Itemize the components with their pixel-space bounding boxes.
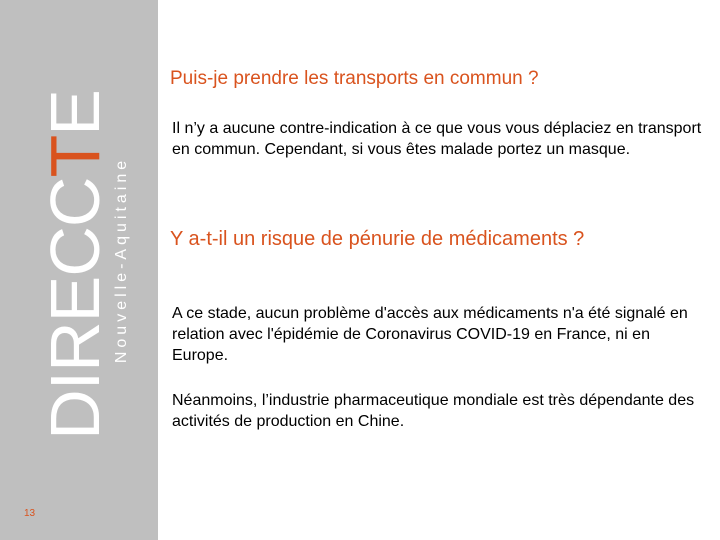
paragraph: Il n’y a aucune contre-indication à ce que vous vous déplaciez en transport en commun. Cependant, si vous êtes malade portez un masque. <box>172 120 702 158</box>
section-heading: Puis-je prendre les transports en commun ? <box>170 68 539 89</box>
brand-name-suffix: E <box>36 90 114 136</box>
page-number: 13 <box>24 508 36 519</box>
brand-name-accent: T <box>36 135 114 178</box>
brand-region: Nouvelle-Aquitaine <box>113 156 130 364</box>
paragraph: A ce stade, aucun problème d'accès aux médicaments n'a été signalé en relation avec l'épidémie de Coronavirus COVID-19 en France, ni en Europe. <box>172 305 688 364</box>
brand-logo <box>36 90 114 440</box>
sidebar <box>0 0 158 540</box>
paragraph: Néanmoins, l’industrie pharmaceutique mondiale est très dépendante des activités de production en Chine. <box>172 392 695 430</box>
brand-name-prefix: DIRECC <box>36 177 114 440</box>
section-heading: Y a-t-il un risque de pénurie de médicaments ? <box>170 228 585 250</box>
